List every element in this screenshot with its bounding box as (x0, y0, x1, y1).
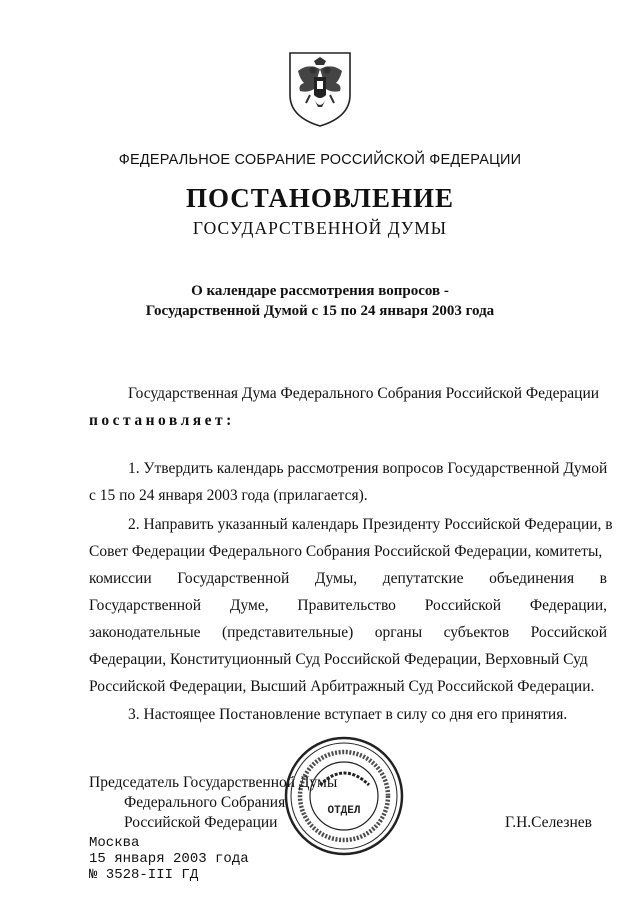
resolves-text: постановляет: (89, 412, 235, 429)
document-number: № 3528-III ГД (89, 867, 199, 883)
document-title: ПОСТАНОВЛЕНИЕ (185, 183, 455, 213)
intro-text: Государственная Дума Федерального Собрания Российской Федерации (128, 385, 600, 402)
item-1-line-2: с 15 по 24 января 2003 года (прилагается). (89, 487, 368, 504)
item-2-line-2: Совет Федерации Федерального Собрания Российской Федерации, комитеты, (89, 543, 603, 560)
coat-of-arms-emblem (286, 49, 354, 129)
seal-center-text: ОТДЕЛ (327, 805, 361, 817)
official-seal (283, 735, 405, 857)
signatory-position-line-1: Председатель Государственной Думы (89, 774, 338, 791)
signatory-position-line-2: Федерального Собрания (124, 794, 286, 811)
organization-name: ФЕДЕРАЛЬНОЕ СОБРАНИЕ РОССИЙСКОЙ ФЕДЕРАЦИИ (118, 152, 522, 168)
document-subtitle: ГОСУДАРСТВЕННОЙ ДУМЫ (192, 218, 448, 238)
item-2-line-1: 2. Направить указанный календарь Президенту Российской Федерации, в (128, 516, 613, 533)
subject-line-1: О календаре рассмотрения вопросов - (191, 283, 449, 299)
item-2-line-6: Федерации, Конституционный Суд Российской Федерации, Верховный Суд (89, 651, 588, 668)
signatory-name: Г.Н.Селезнев (505, 814, 592, 831)
item-2-line-7: Российской Федерации, Высший Арбитражный Суд Российской Федерации. (89, 678, 595, 695)
subject-line-2: Государственной Думой с 15 по 24 января 2003 года (145, 303, 495, 319)
item-2-line-3: комиссии Государственной Думы, депутатские объединения в (89, 570, 607, 587)
item-2-line-5: законодательные (представительные) органы субъектов Российской (89, 624, 607, 641)
signatory-position-line-3: Российской Федерации (124, 814, 278, 831)
item-3: 3. Настоящее Постановление вступает в силу со дня его принятия. (128, 706, 568, 723)
city: Москва (89, 835, 140, 851)
item-1-line-1: 1. Утвердить календарь рассмотрения вопросов Государственной Думой (128, 460, 608, 477)
date: 15 января 2003 года (89, 851, 249, 867)
item-2-line-4: Государственной Думе, Правительство Российской Федерации, (89, 597, 607, 614)
